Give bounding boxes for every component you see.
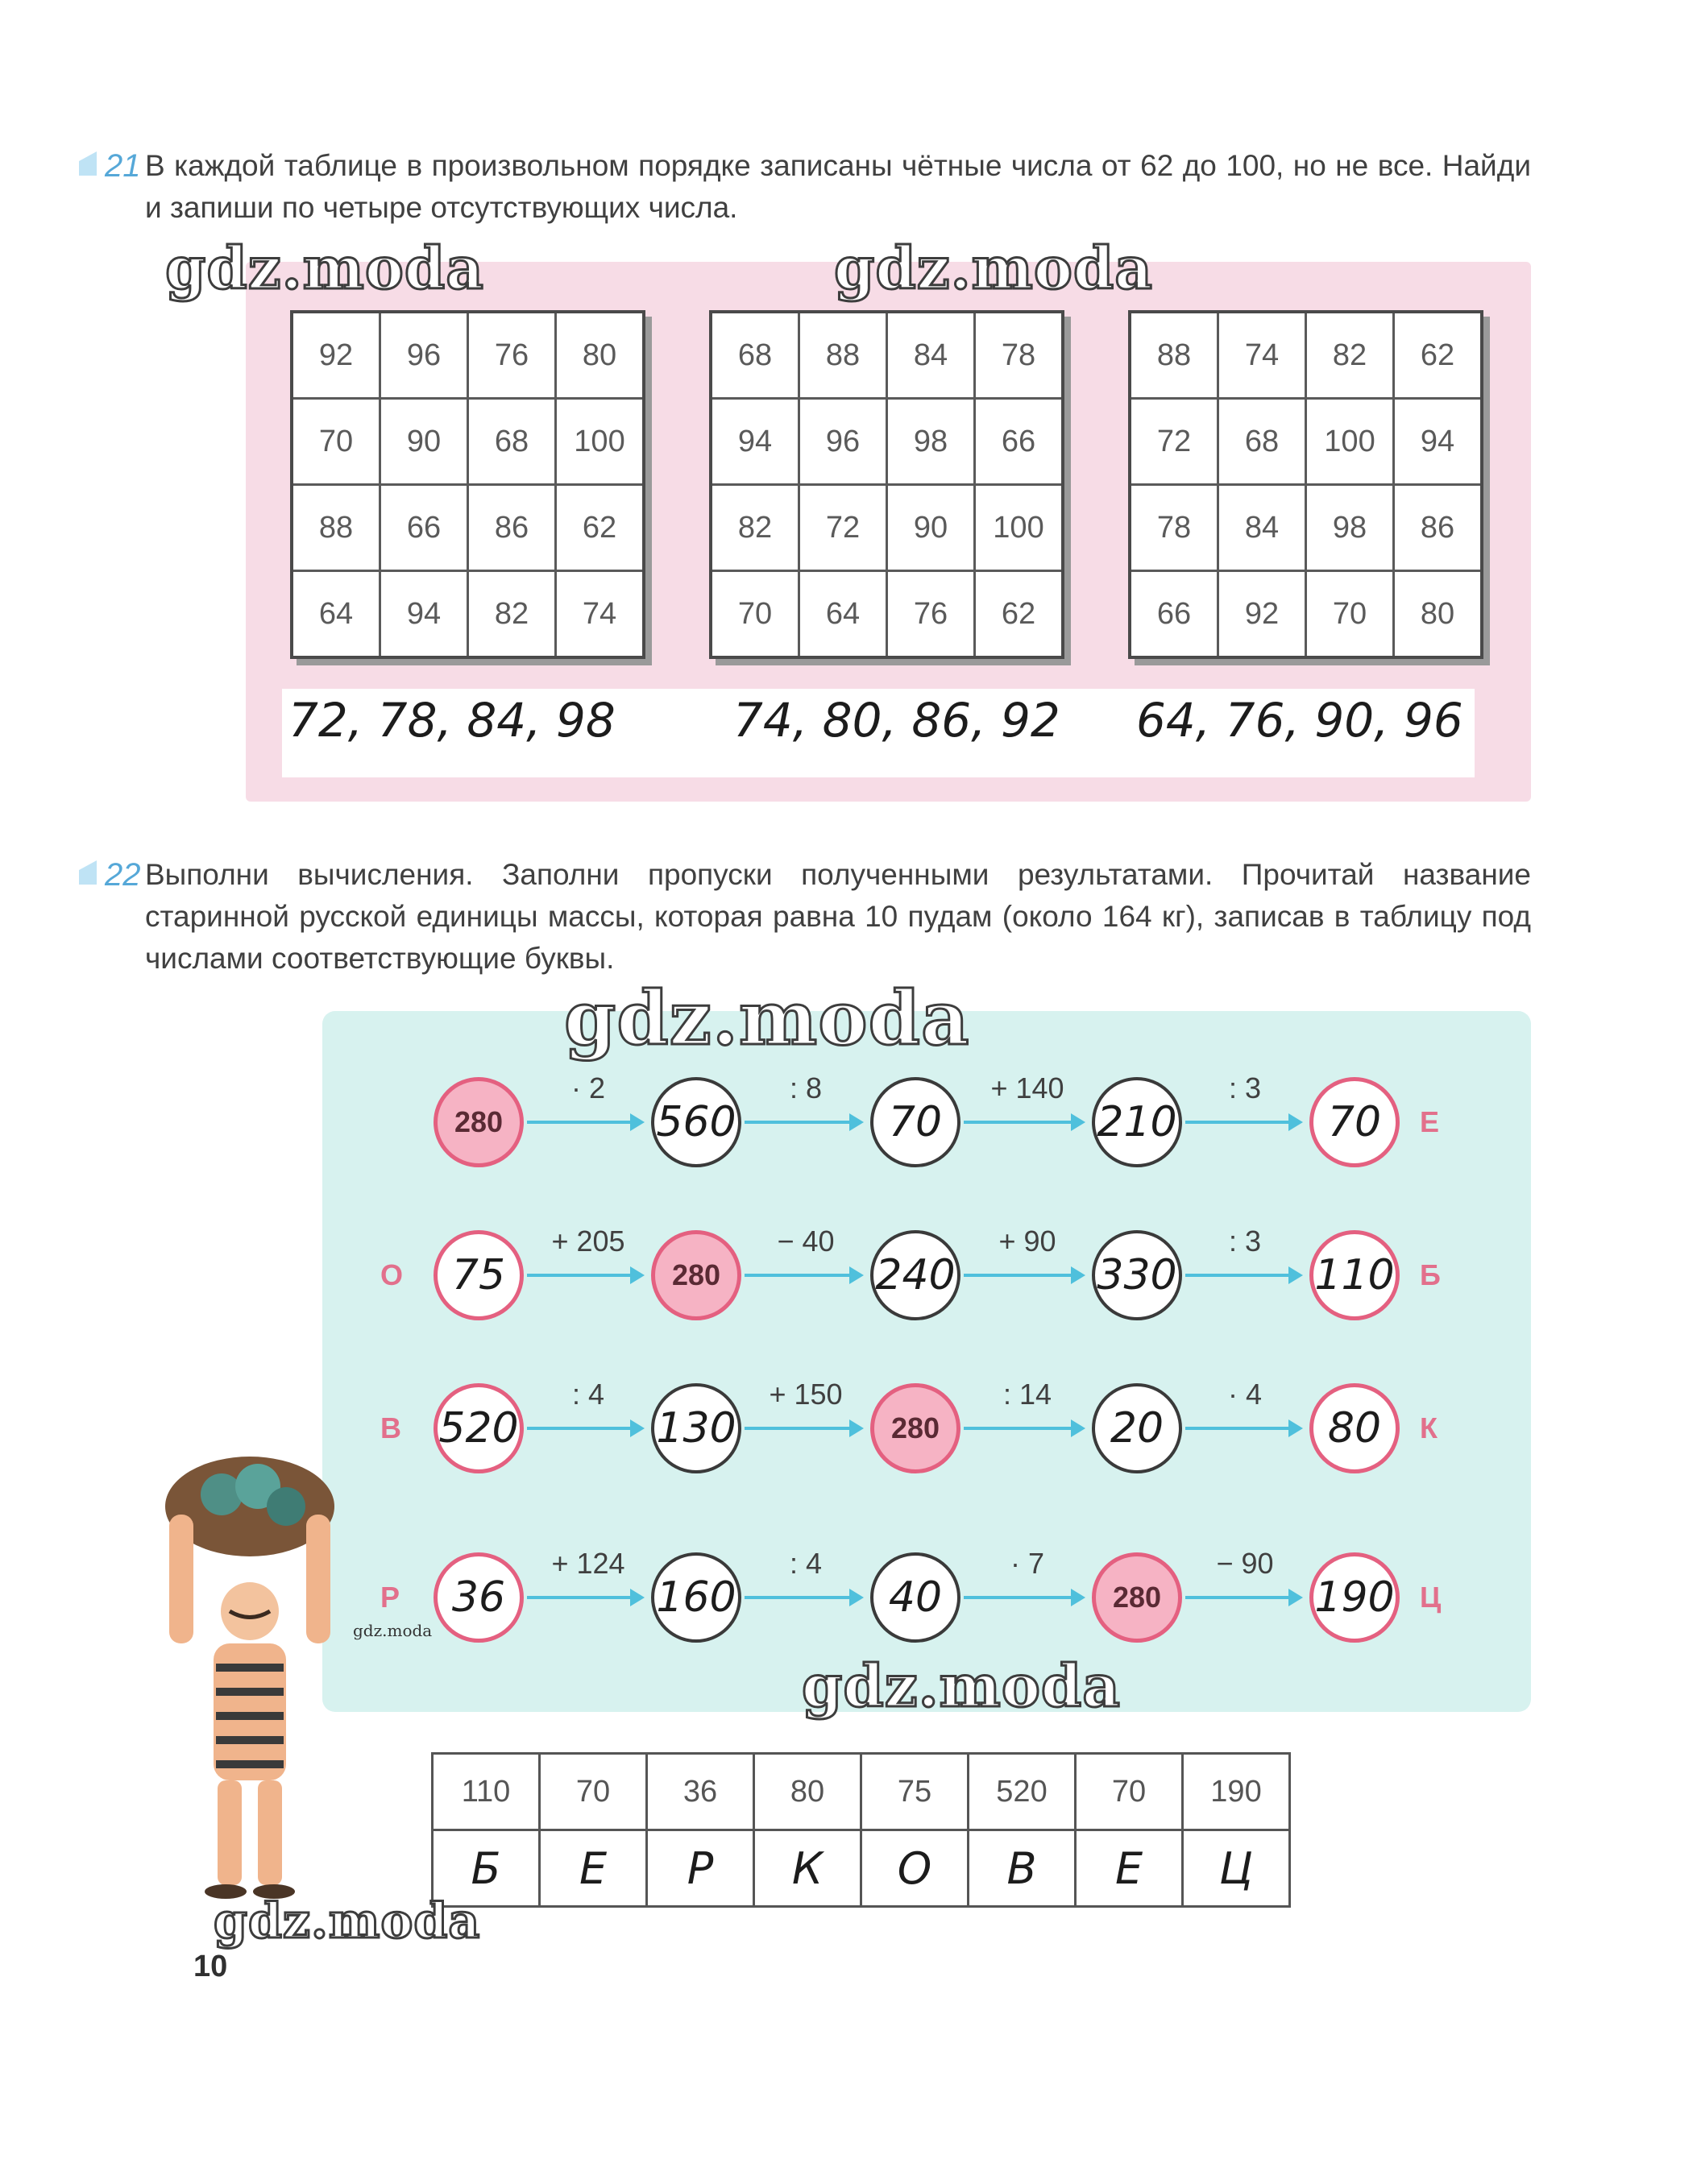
- chain-circle: [651, 1552, 741, 1643]
- cell: 84: [887, 312, 975, 399]
- chain-value: 70: [1327, 1098, 1382, 1146]
- operation: + 205: [551, 1225, 625, 1258]
- chain-letter: Р: [380, 1581, 400, 1614]
- cell: 86: [1394, 485, 1483, 571]
- chain-value: 110: [1314, 1251, 1395, 1299]
- answer-1: 72, 78, 84, 98: [288, 693, 616, 748]
- operation: + 150: [769, 1378, 843, 1411]
- chain-circle: [1092, 1077, 1182, 1167]
- arrow-icon: [964, 1121, 1081, 1124]
- cell: 80: [556, 312, 645, 399]
- chain-value: 280: [671, 1258, 721, 1291]
- chain-circle: [1309, 1077, 1400, 1167]
- word-table-letter: К: [754, 1830, 861, 1907]
- cell: 64: [292, 571, 380, 658]
- chain-value: 80: [1327, 1404, 1382, 1453]
- word-table-letter: Е: [540, 1830, 647, 1907]
- cell: 84: [1218, 485, 1306, 571]
- operation: : 8: [789, 1071, 823, 1104]
- arrow-icon: [1185, 1596, 1298, 1599]
- number-table-1: [290, 310, 645, 659]
- arrow-icon: [745, 1121, 859, 1124]
- cell: 98: [1306, 485, 1394, 571]
- task-22-text: [105, 854, 1531, 980]
- arrow-icon: [1185, 1427, 1298, 1430]
- cell: 68: [711, 312, 799, 399]
- cell: 62: [1394, 312, 1483, 399]
- cell: 98: [887, 399, 975, 485]
- cell: 100: [1306, 399, 1394, 485]
- word-table-number: 110: [433, 1754, 540, 1830]
- operation: : 3: [1228, 1071, 1262, 1104]
- chain-value: 190: [1314, 1573, 1395, 1622]
- chain-value: 70: [888, 1098, 943, 1146]
- cell: 62: [556, 485, 645, 571]
- operation: : 4: [571, 1378, 605, 1411]
- word-table-number: 190: [1183, 1754, 1290, 1830]
- watermark: gdz.moda: [802, 1651, 1121, 1720]
- cell: 86: [468, 485, 556, 571]
- cell: 80: [1394, 571, 1483, 658]
- word-table-number: 70: [1076, 1754, 1183, 1830]
- task-21-text: [105, 145, 1531, 229]
- cell: 78: [1130, 485, 1218, 571]
- arrow-icon: [527, 1596, 640, 1599]
- chain-circle: [870, 1230, 960, 1320]
- cell: 92: [1218, 571, 1306, 658]
- cell: 68: [1218, 399, 1306, 485]
- chain-value: 210: [1097, 1098, 1177, 1146]
- cell: 72: [1130, 399, 1218, 485]
- chain-circle: [1309, 1230, 1400, 1320]
- arrow-icon: [964, 1596, 1081, 1599]
- chain-circle: [1309, 1552, 1400, 1643]
- chain-circle: [434, 1383, 524, 1473]
- chain-value: 40: [888, 1573, 943, 1622]
- task-21-body: В каждой таблице в произвольном порядке записаны чётные числа от 62 до 100, но не все. Найди и запиши по четыре отсутствующих числа.: [145, 149, 1531, 224]
- cell: 66: [1130, 571, 1218, 658]
- word-table-letter: Ц: [1183, 1830, 1290, 1907]
- cell: 88: [1130, 312, 1218, 399]
- cell: 70: [711, 571, 799, 658]
- chain-value: 280: [454, 1105, 504, 1138]
- chain-letter: О: [380, 1258, 404, 1291]
- cell: 100: [975, 485, 1064, 571]
- word-table-letter: В: [969, 1830, 1076, 1907]
- chain-circle: [1092, 1552, 1182, 1643]
- cell: 94: [1394, 399, 1483, 485]
- task-marker-icon: [79, 860, 97, 885]
- operation: : 3: [1228, 1225, 1262, 1258]
- word-table-number: 36: [647, 1754, 754, 1830]
- cell: 90: [380, 399, 468, 485]
- cell: 78: [975, 312, 1064, 399]
- cell: 62: [975, 571, 1064, 658]
- operation: : 14: [1002, 1378, 1052, 1411]
- cell: 76: [887, 571, 975, 658]
- cell: 74: [556, 571, 645, 658]
- chain-value: 520: [438, 1404, 519, 1453]
- cell: 66: [380, 485, 468, 571]
- chain-value: 36: [451, 1573, 506, 1622]
- cell: 88: [292, 485, 380, 571]
- number-table-3: [1128, 310, 1483, 659]
- chain-circle: [651, 1383, 741, 1473]
- cell: 70: [292, 399, 380, 485]
- number-table-2: [709, 310, 1064, 659]
- chain-value: 20: [1110, 1404, 1164, 1453]
- cell: 72: [799, 485, 887, 571]
- chain-letter: Е: [1420, 1105, 1440, 1138]
- cell: 94: [711, 399, 799, 485]
- cell: 92: [292, 312, 380, 399]
- task-22-number: 22: [105, 857, 141, 893]
- arrow-icon: [964, 1427, 1081, 1430]
- word-table-letter: О: [861, 1830, 969, 1907]
- watermark: gdz.moda: [834, 234, 1153, 302]
- watermark: gdz.moda: [165, 234, 484, 302]
- cell: 82: [1306, 312, 1394, 399]
- chain-circle: [434, 1077, 524, 1167]
- cell: 96: [799, 399, 887, 485]
- arrow-icon: [1185, 1274, 1298, 1277]
- cell: 82: [711, 485, 799, 571]
- word-table-number: 520: [969, 1754, 1076, 1830]
- chain-letter: В: [380, 1411, 401, 1444]
- chain-circle: [870, 1383, 960, 1473]
- cell: 96: [380, 312, 468, 399]
- cell: 64: [799, 571, 887, 658]
- answer-3: 64, 76, 90, 96: [1136, 693, 1463, 748]
- operation: + 90: [998, 1225, 1056, 1258]
- arrow-icon: [527, 1427, 640, 1430]
- chain-letter: Ц: [1420, 1581, 1442, 1614]
- chain-value: 560: [656, 1098, 736, 1146]
- operation: + 140: [990, 1071, 1064, 1104]
- watermark-small: gdz.moda: [353, 1621, 433, 1640]
- arrow-icon: [1185, 1121, 1298, 1124]
- task-22-body: Выполни вычисления. Заполни пропуски полученными результатами. Прочитай название старинной русской единицы массы, которая равна 10 пудам (около 164 кг), записав в таблицу под числами соответствующие буквы.: [145, 858, 1531, 975]
- arrow-icon: [745, 1427, 859, 1430]
- word-table-number: 70: [540, 1754, 647, 1830]
- cell: 100: [556, 399, 645, 485]
- chain-value: 330: [1097, 1251, 1177, 1299]
- operation: · 7: [1010, 1547, 1044, 1580]
- word-table-number: 75: [861, 1754, 969, 1830]
- cell: 82: [468, 571, 556, 658]
- chain-value: 240: [875, 1251, 956, 1299]
- cell: 90: [887, 485, 975, 571]
- arrow-icon: [745, 1596, 859, 1599]
- arrow-icon: [964, 1274, 1081, 1277]
- word-table-letter: Б: [433, 1830, 540, 1907]
- watermark: gdz.moda: [564, 975, 970, 1062]
- chain-letter: К: [1420, 1411, 1438, 1444]
- strongman-illustration: [153, 1450, 346, 1901]
- word-table-number: 80: [754, 1754, 861, 1830]
- chain-value: 75: [451, 1251, 506, 1299]
- chain-value: 280: [1112, 1581, 1162, 1614]
- cell: 66: [975, 399, 1064, 485]
- chain-circle: [870, 1077, 960, 1167]
- operation: − 40: [777, 1225, 835, 1258]
- arrow-icon: [527, 1121, 640, 1124]
- answer-2: 74, 80, 86, 92: [733, 693, 1060, 748]
- chain-circle: [1092, 1230, 1182, 1320]
- word-table-letter: Р: [647, 1830, 754, 1907]
- operation: : 4: [789, 1547, 823, 1580]
- chain-circle: [434, 1552, 524, 1643]
- task-marker-icon: [79, 151, 97, 176]
- cell: 68: [468, 399, 556, 485]
- operation: · 4: [1227, 1378, 1262, 1411]
- face-icon: [221, 1582, 279, 1640]
- page-number: 10: [193, 1950, 228, 1983]
- arrow-icon: [527, 1274, 640, 1277]
- watermark: gdz.moda: [214, 1893, 481, 1950]
- cell: 88: [799, 312, 887, 399]
- chain-circle: [651, 1230, 741, 1320]
- answer-word-table: [431, 1752, 1291, 1908]
- chain-circle: [1309, 1383, 1400, 1473]
- cell: 94: [380, 571, 468, 658]
- chain-circle: [1092, 1383, 1182, 1473]
- chain-circle: [651, 1077, 741, 1167]
- operation: − 90: [1216, 1547, 1274, 1580]
- cell: 74: [1218, 312, 1306, 399]
- chain-value: 160: [656, 1573, 736, 1622]
- chain-circle: [870, 1552, 960, 1643]
- operation: · 2: [570, 1071, 605, 1104]
- operation: + 124: [551, 1547, 625, 1580]
- chain-letter: Б: [1420, 1258, 1441, 1291]
- chain-value: 130: [656, 1404, 736, 1453]
- cell: 70: [1306, 571, 1394, 658]
- cell: 76: [468, 312, 556, 399]
- task-21-number: 21: [105, 148, 141, 184]
- chain-value: 280: [890, 1411, 940, 1444]
- chain-circle: [434, 1230, 524, 1320]
- arrow-icon: [745, 1274, 859, 1277]
- word-table-letter: Е: [1076, 1830, 1183, 1907]
